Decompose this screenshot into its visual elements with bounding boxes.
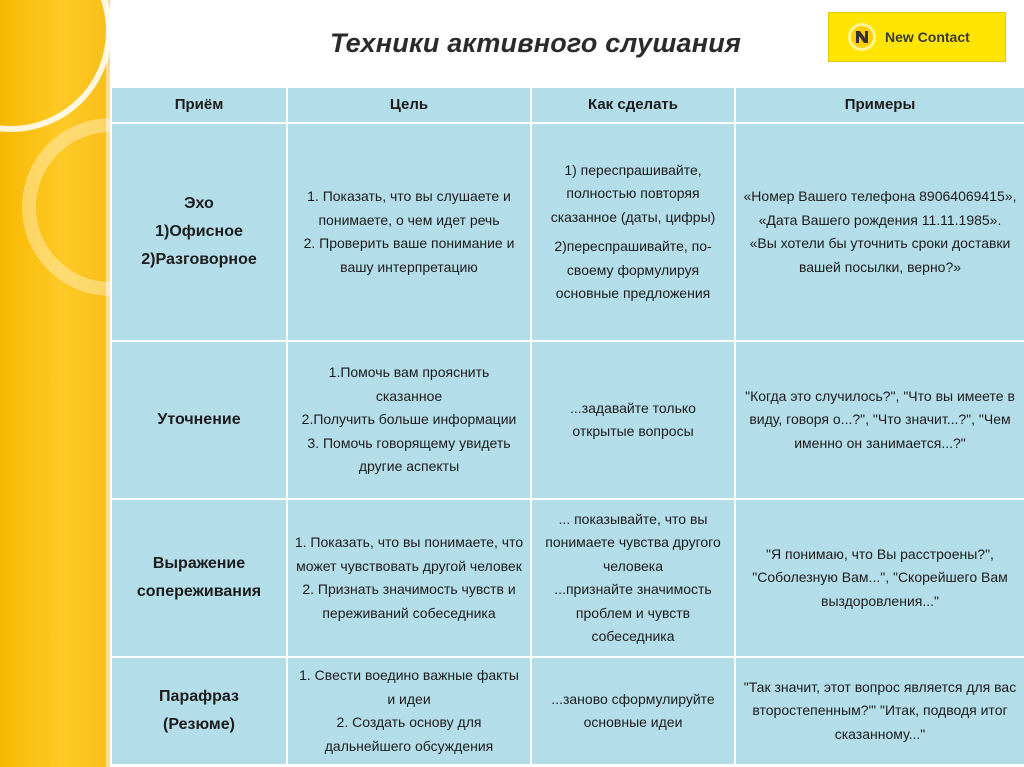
table-row	[111, 341, 1024, 499]
technique-cell	[111, 499, 287, 657]
goal-item: 1. Показать, что вы понимаете, что может чувствовать другой человек	[294, 534, 524, 574]
example-item: "Я понимаю, что Вы расстроены?", "Соболезную Вам...", "Скорейшего Вам выздоровления..."	[752, 545, 1008, 609]
table-row	[111, 123, 1024, 341]
goal-item: 1. Свести воедино важные факты и идеи	[299, 667, 519, 707]
goal-cell	[287, 499, 531, 657]
table-row	[111, 499, 1024, 657]
goal-item: 2. Создать основу для дальнейшего обсуждения	[324, 714, 494, 754]
technique-cell	[111, 341, 287, 499]
techniques-table	[110, 86, 1024, 766]
technique-cell	[111, 123, 287, 341]
page-title: Техники активного слушания	[330, 28, 742, 58]
goal-cell	[287, 341, 531, 499]
decorative-ring	[0, 0, 110, 132]
table-header-row	[111, 87, 1024, 123]
how-item: 1) переспрашивайте, полностью повторяя сказанное (даты, цифры)	[550, 161, 716, 225]
column-header-examples: Примеры	[735, 87, 1024, 123]
technique-variant: 2)Разговорное	[141, 251, 257, 268]
example-item: "Так значит, этот вопрос является для вас второстепенным?'" "Итак, подводя итог сказанному..."	[743, 678, 1017, 742]
goal-cell	[287, 123, 531, 341]
how-cell	[531, 341, 735, 499]
column-header-goal: Цель	[287, 87, 531, 123]
goal-item: 2.Получить больше информации	[301, 411, 517, 428]
goal-item: 2. Проверить ваше понимание и вашу интерпретацию	[303, 235, 515, 275]
decorative-side-bar	[0, 0, 110, 767]
example-item: "Когда это случилось?", "Что вы имеете в виду, говоря о...?", "Что значит...?", "Чем именно он занимается...?"	[745, 387, 1015, 451]
technique-name: Парафраз	[159, 688, 239, 705]
decorative-ring	[22, 118, 110, 296]
technique-name: Эхо	[184, 195, 214, 212]
example-item: «Номер Вашего телефона 89064069415», «Дата Вашего рождения 11.11.1985».	[743, 188, 1017, 228]
technique-variant: (Резюме)	[163, 716, 235, 733]
table-row	[111, 657, 1024, 765]
goal-item: 3. Помочь говорящему увидеть другие аспекты	[307, 434, 511, 475]
examples-cell	[735, 499, 1024, 657]
examples-cell	[735, 657, 1024, 765]
examples-cell	[735, 123, 1024, 341]
logo-icon	[847, 22, 877, 52]
brand-logo	[828, 12, 1006, 62]
column-header-how: Как сделать	[531, 87, 735, 123]
example-item: «Вы хотели бы уточнить сроки доставки вашей посылки, верно?»	[749, 235, 1011, 275]
technique-name: Выражение сопереживания	[136, 555, 262, 600]
how-cell	[531, 499, 735, 657]
technique-cell	[111, 657, 287, 765]
goal-item: 1.Помочь вам прояснить сказанное	[328, 364, 490, 404]
goal-item: 2. Признать значимость чувств и переживаний собеседника	[302, 581, 516, 621]
how-item: ...признайте значимость проблем и чувств собеседника	[554, 581, 712, 644]
technique-variant: 1)Офисное	[155, 223, 243, 240]
goal-item: 1. Показать, что вы слушаете и понимаете, о чем идет речь	[307, 188, 511, 228]
examples-cell	[735, 341, 1024, 499]
how-cell	[531, 123, 735, 341]
how-item: 2)переспрашивайте, по-своему формулируя основные предложения	[554, 238, 712, 301]
how-item: ...заново сформулируйте основные идеи	[551, 690, 715, 730]
how-cell	[531, 657, 735, 765]
how-item: ...задавайте только открытые вопросы	[570, 399, 696, 439]
logo-text: New Contact	[885, 29, 970, 45]
how-item: ... показывайте, что вы понимаете чувства другого человека	[545, 510, 721, 574]
technique-name: Уточнение	[157, 411, 241, 428]
column-header-technique: Приём	[111, 87, 287, 123]
goal-cell	[287, 657, 531, 765]
